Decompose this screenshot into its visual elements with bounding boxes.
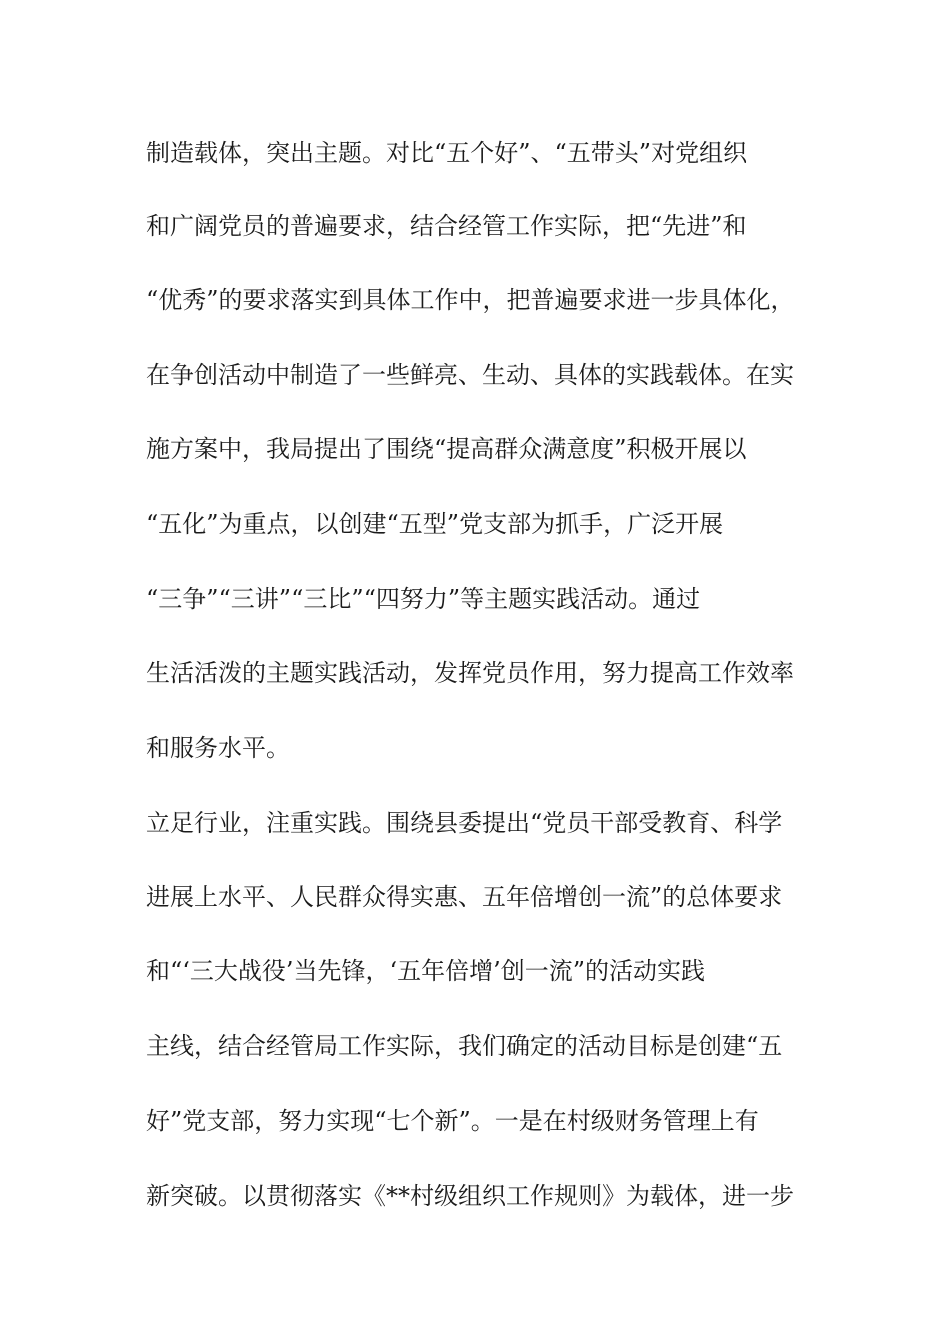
- text-line-9: 和服务水平。: [146, 734, 290, 762]
- text-line-3: “优秀”的要求落实到具体工作中，把普遍要求进一步具体化，: [146, 286, 795, 314]
- text-line-14: 好”党支部，努力实现“七个新”。一是在村级财务管理上有: [146, 1107, 759, 1135]
- text-line-2: 和广阔党员的普遍要求，结合经管工作实际，把“先进”和: [146, 212, 747, 240]
- text-line-6: “五化”为重点，以创建“五型”党支部为抓手，广泛开展: [146, 510, 724, 538]
- text-line-5: 施方案中，我局提出了围绕“提高群众满意度”积极开展以: [146, 435, 747, 463]
- text-line-8: 生活活泼的主题实践活动，发挥党员作用，努力提高工作效率: [146, 659, 794, 687]
- text-line-13: 主线，结合经管局工作实际，我们确定的活动目标是创建“五: [146, 1032, 783, 1060]
- text-line-7: “三争”“三讲”“三比”“四努力”等主题实践活动。通过: [146, 585, 701, 613]
- text-line-10: 立足行业，注重实践。围绕县委提出“党员干部受教育、科学: [146, 809, 783, 837]
- text-line-1: 制造载体，突出主题。对比“五个好”、“五带头”对党组织: [146, 139, 748, 167]
- text-line-15: 新突破。以贯彻落实《**村级组织工作规则》为载体，进一步: [146, 1182, 794, 1210]
- text-line-11: 进展上水平、人民群众得实惠、五年倍增创一流”的总体要求: [146, 883, 783, 911]
- text-line-4: 在争创活动中制造了一些鲜亮、生动、具体的实践载体。在实: [146, 361, 794, 389]
- text-line-12: 和“‘三大战役’当先锋，‘五年倍增’创一流”的活动实践: [146, 957, 706, 985]
